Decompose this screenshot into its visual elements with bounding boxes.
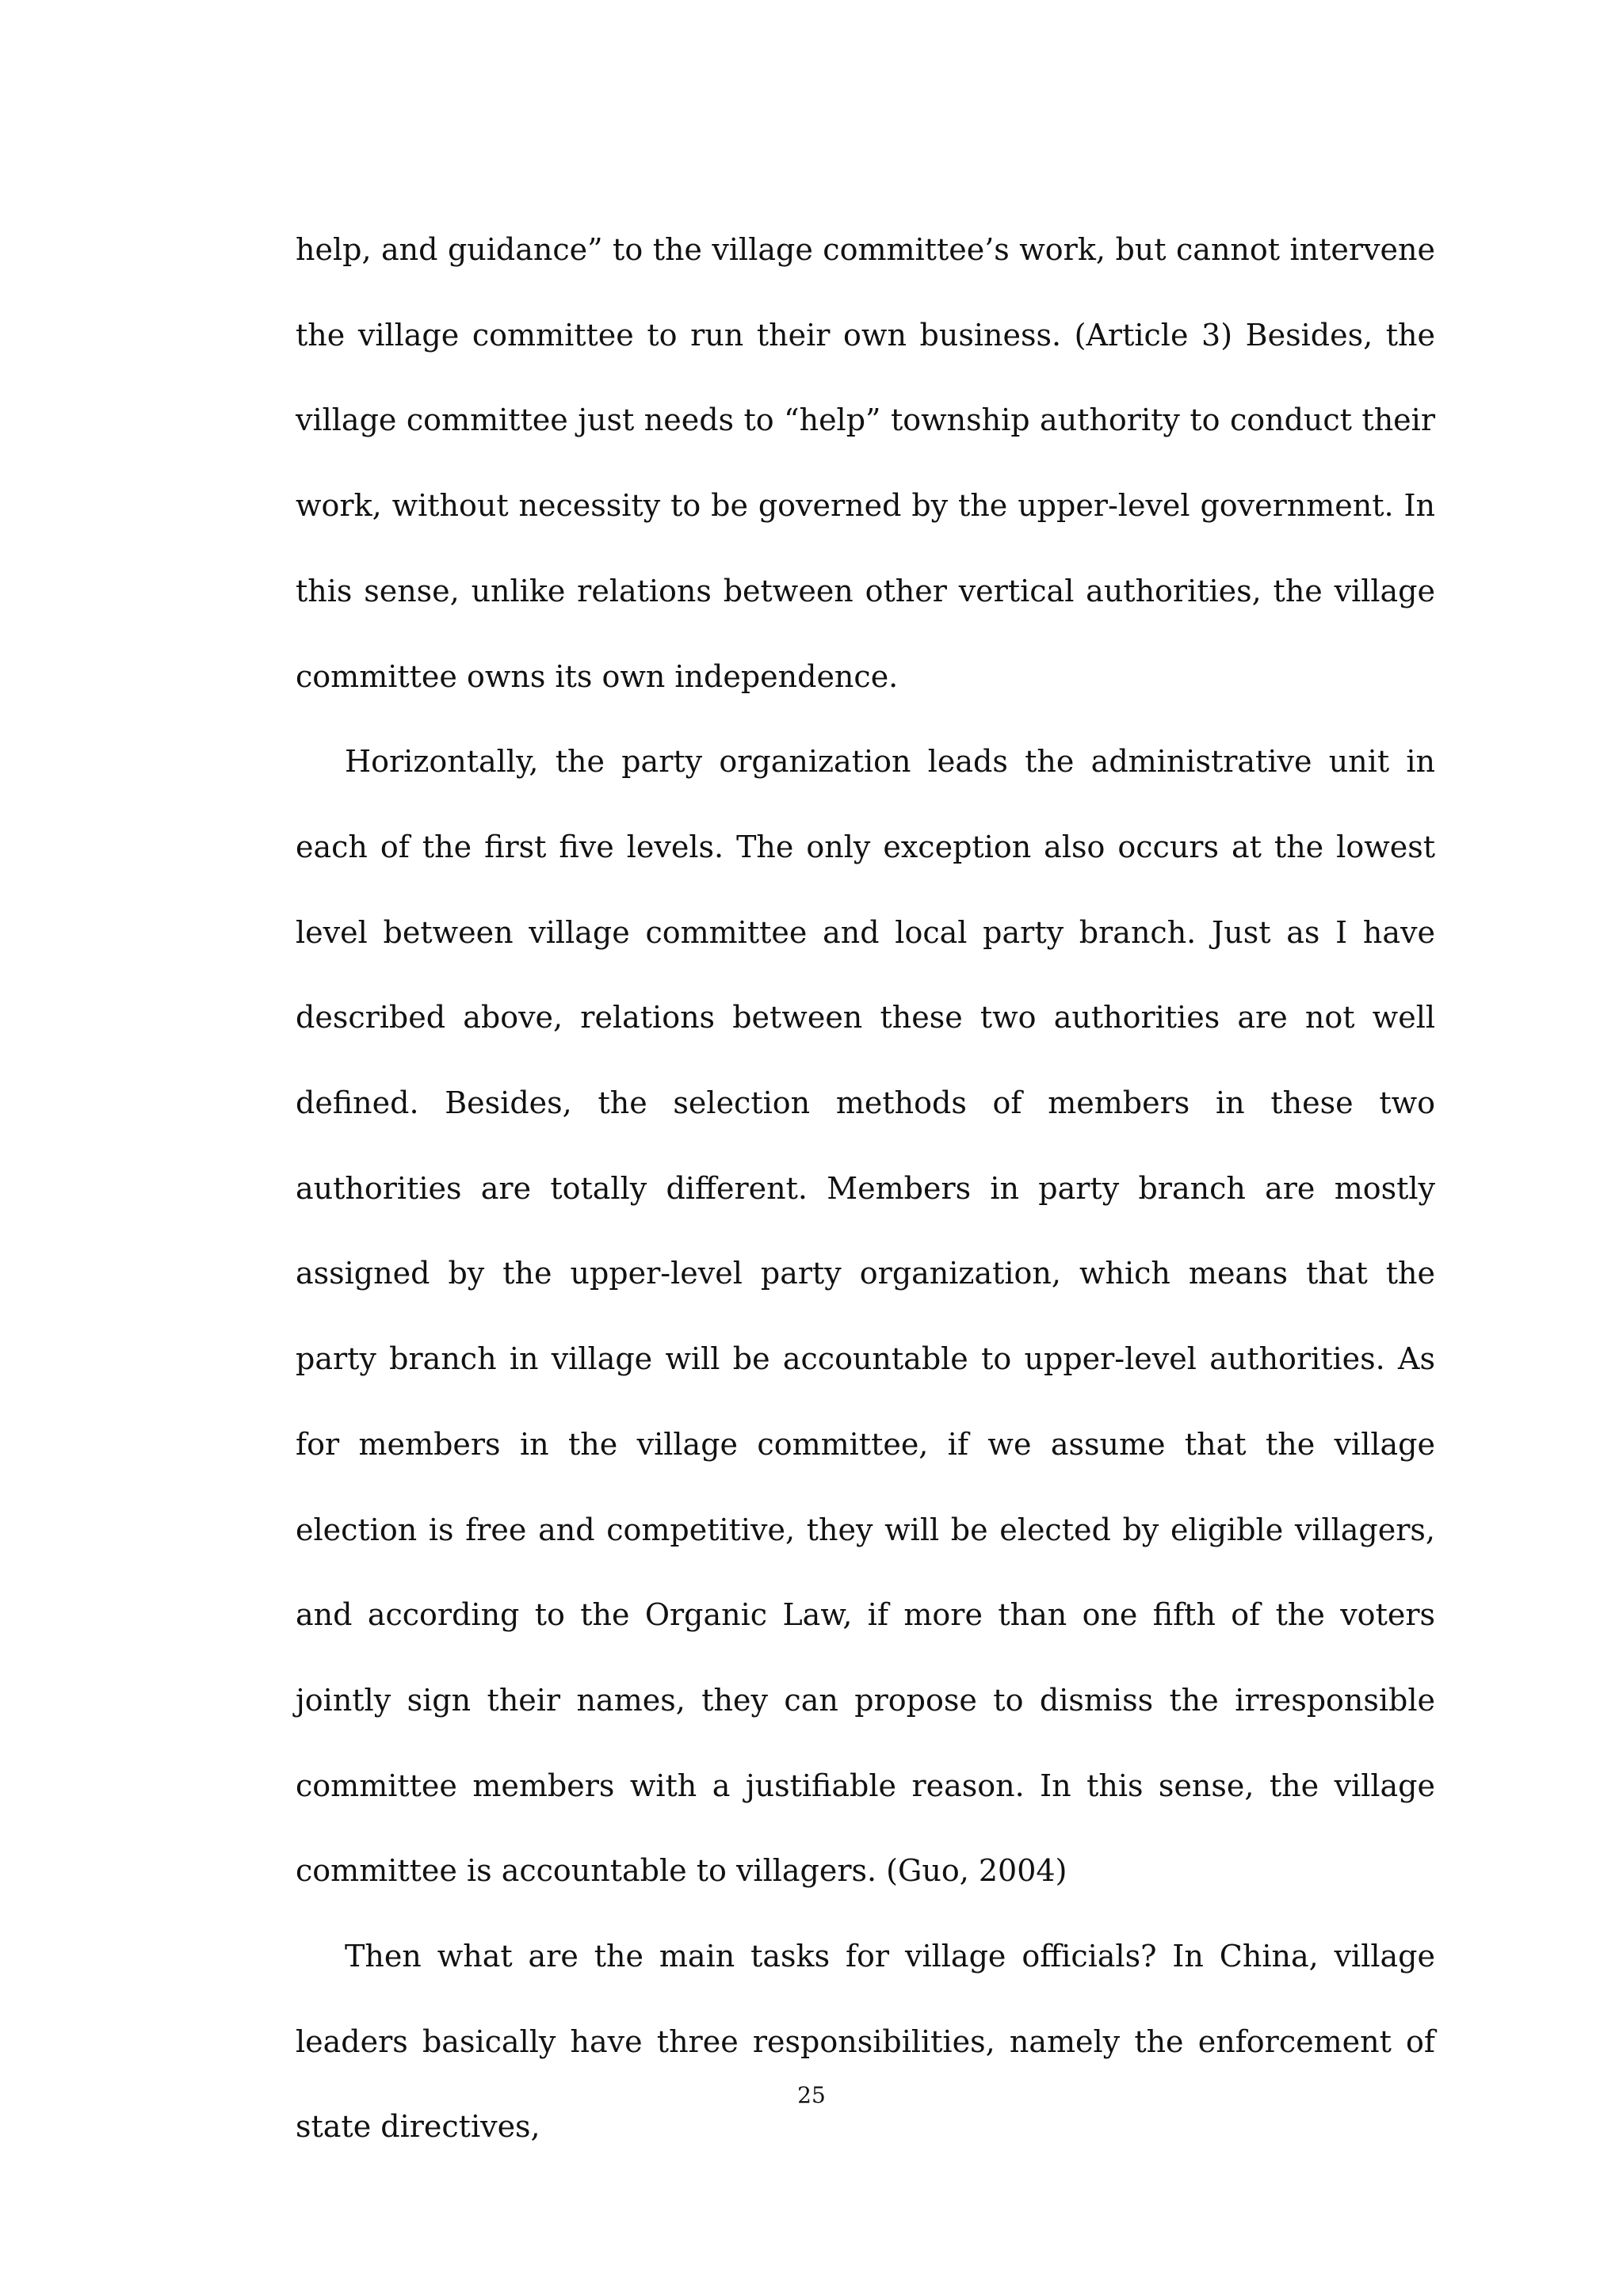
page-number: 25 [797, 2082, 826, 2108]
paragraph-3: Then what are the main tasks for village officials? In China, village leaders basically have three responsibilities, namely the enforcement of state directives, [296, 1939, 1435, 2145]
paragraph-2: Horizontally, the party organization leads the administrative unit in each of the first five levels. The only exception also occurs at the lowest level between village committee and local party branch. Just as I have described above, relations between these two authorities are not well defined. Besides, the selection methods of members in these two authorities are totally different. Members in party branch are mostly assigned by the upper-level party organization, which means that the party branch in village will be accountable to upper-level authorities. As for members in the village committee, if we assume that the village election is free and competitive, they will be elected by eligible villagers, and according to the Organic Law, if more than one fifth of the voters jointly sign their names, they can propose to dismiss the irresponsible committee members with a justifiable reason. In this sense, the village committee is accountable to villagers. (Guo, 2004) [296, 744, 1435, 1889]
body-text [296, 208, 1435, 2170]
paragraph-1: help, and guidance” to the village committee’s work, but cannot intervene the village committee to run their own business. (Article 3) Besides, the village committee just needs to “help” township authority to conduct their work, without necessity to be governed by the upper-level government. In this sense, unlike relations between other vertical authorities, the village committee owns its own independence. [296, 232, 1435, 694]
